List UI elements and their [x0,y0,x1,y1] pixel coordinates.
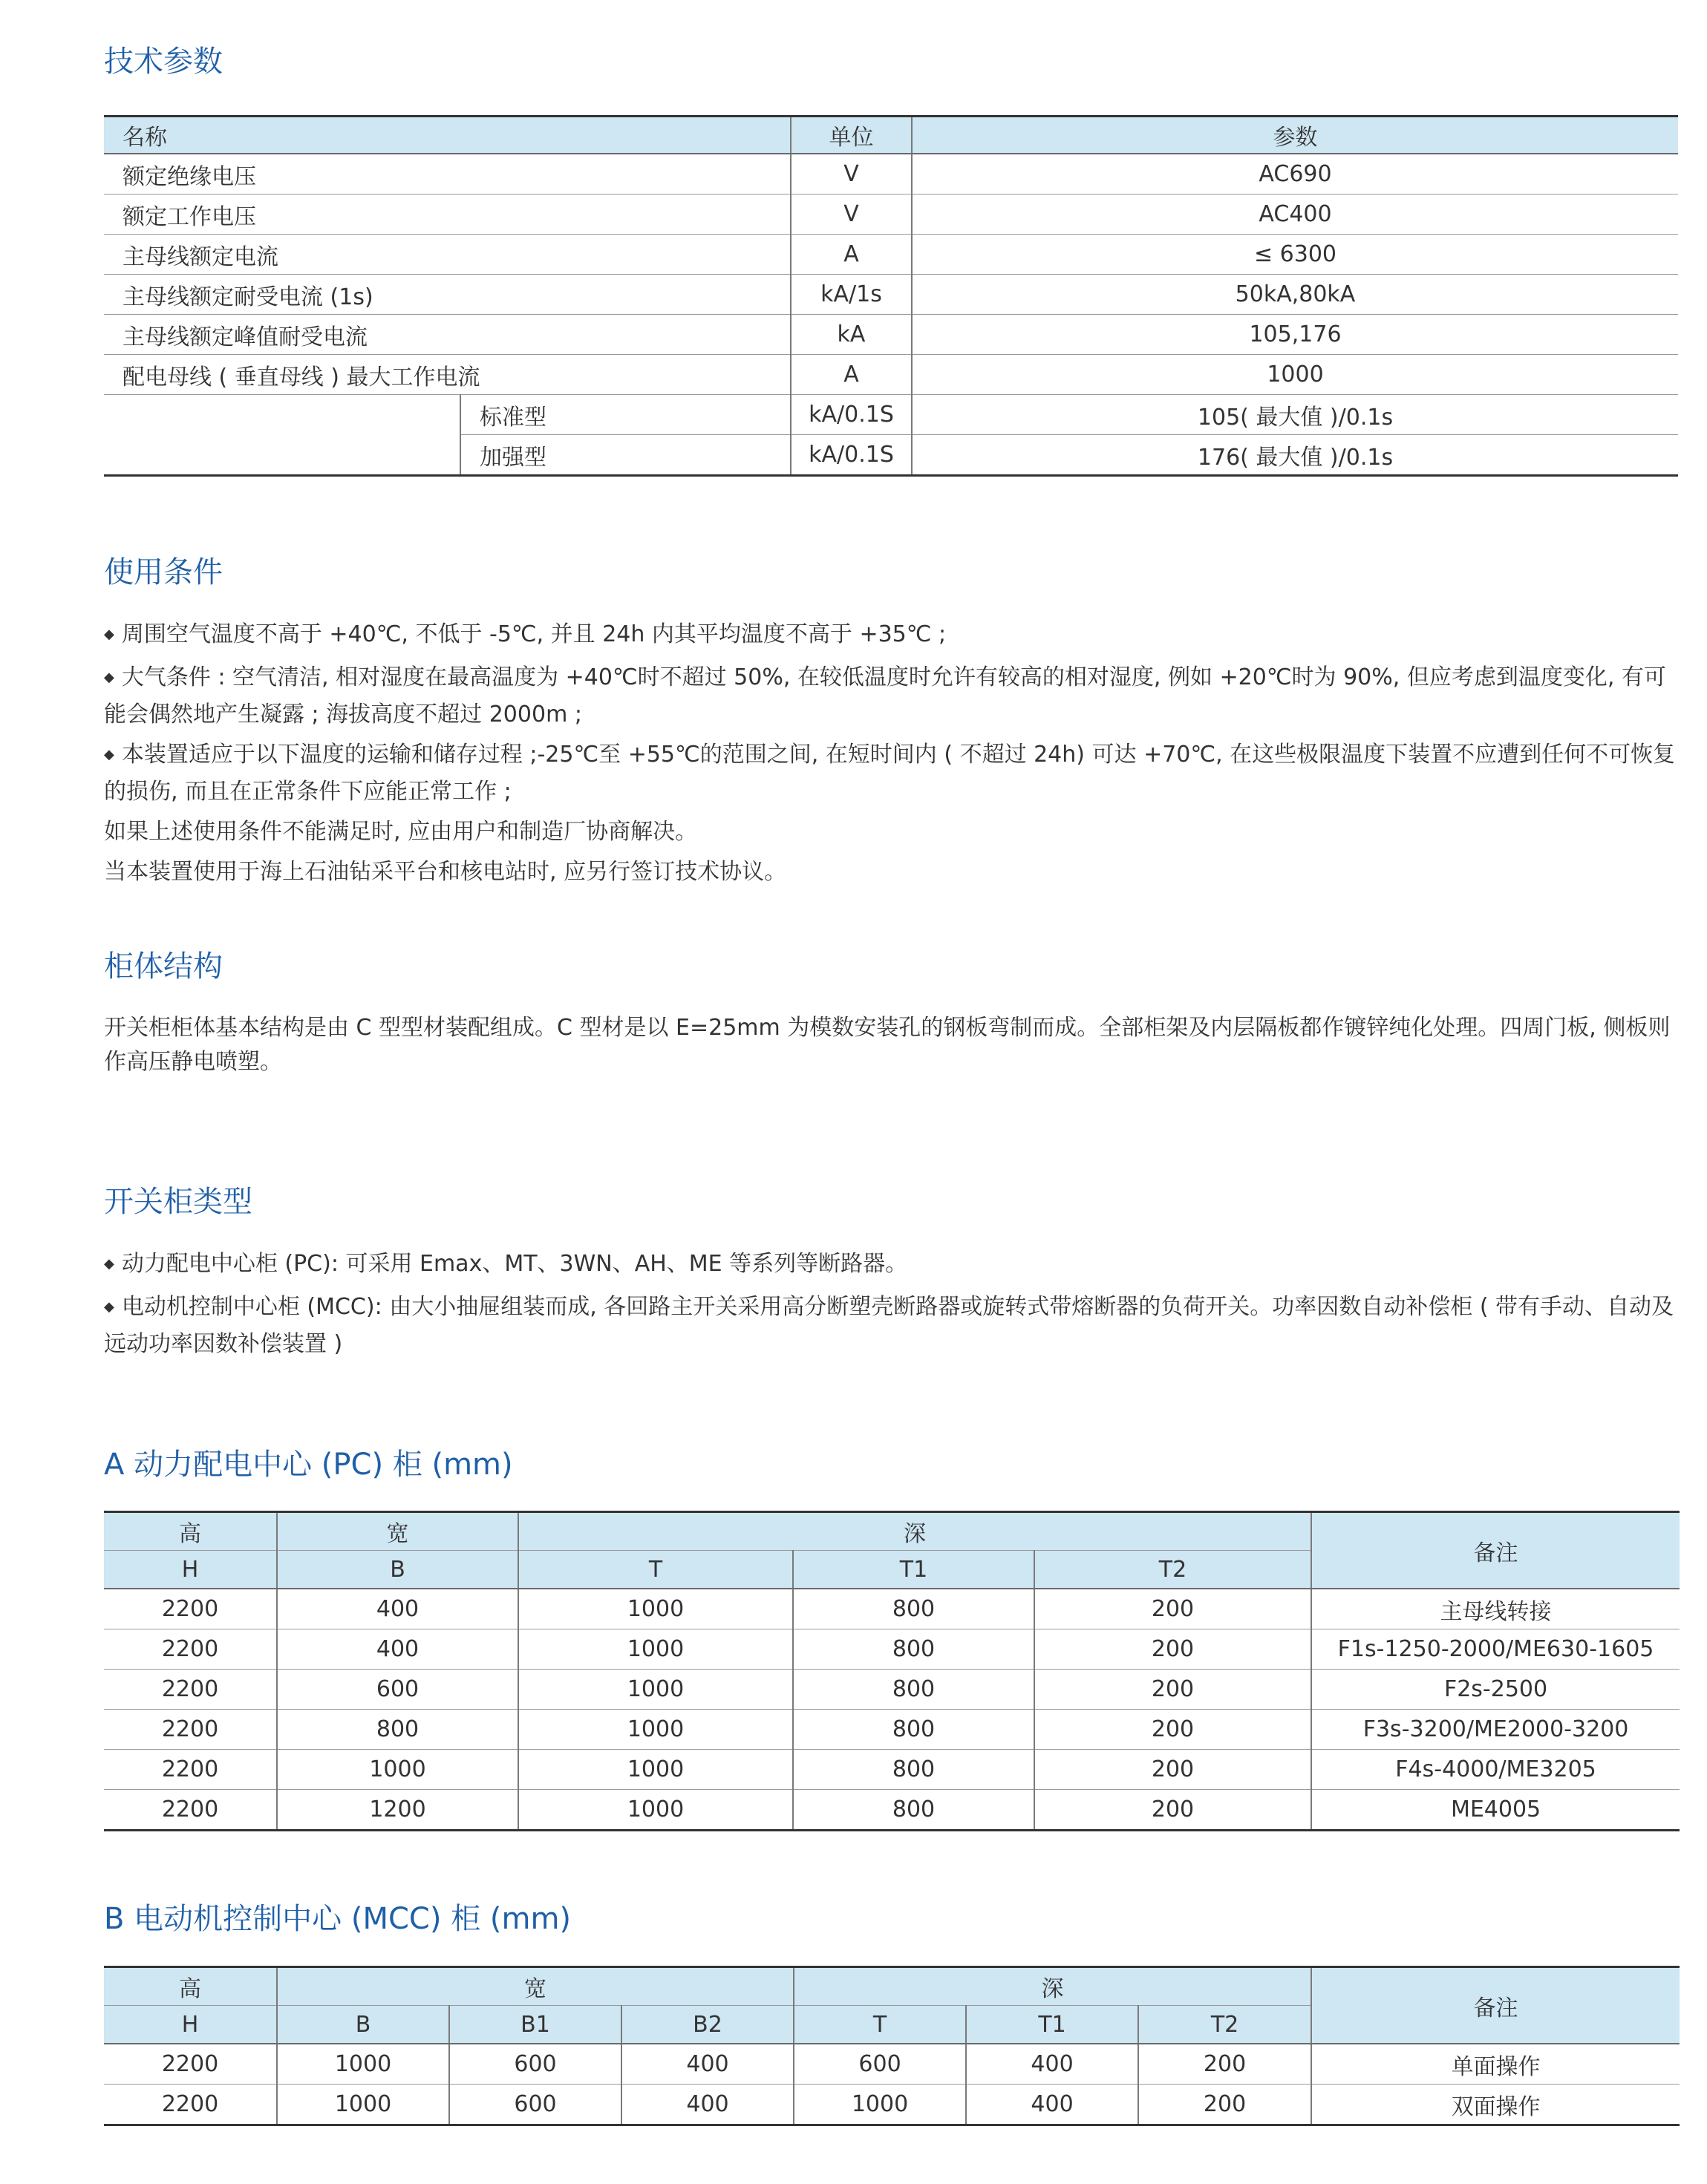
table-cell: 2200 [104,1670,277,1710]
list-item: ◆ 周围空气温度不高于 +40℃, 不低于 -5℃, 并且 24h 内其平均温度不高于 +35℃ ; [104,618,1682,655]
table-cell: 单面操作 [1311,2044,1680,2085]
param-subname: 加强型 [460,435,791,476]
param-unit: A [791,355,912,395]
param-value: 176( 最大值 )/0.1s [912,435,1678,476]
table-cell: F3s-3200/ME2000-3200 [1311,1710,1680,1750]
table-row [104,2085,1680,2125]
heading-structure: 柜体结构 [104,949,223,984]
header-note: 备注 [1311,1967,1680,2044]
table-cell: 1000 [277,1750,518,1790]
table-cell: 400 [277,1629,518,1670]
table-row [104,235,1678,275]
table-cell: 600 [794,2044,966,2085]
table-cell: 800 [277,1710,518,1750]
table-cell: 600 [277,1670,518,1710]
list-item: ◆ 动力配电中心柜 (PC): 可采用 Emax、MT、3WN、AH、ME 等系列等断路器。 [104,1247,1682,1284]
table-cell: 200 [1138,2044,1311,2085]
param-unit: kA/1s [791,275,912,315]
subheader-cell: B [277,1551,518,1589]
header-note: 备注 [1311,1512,1680,1589]
table-header-row [104,1512,1680,1551]
param-name: 主母线额定峰值耐受电流 [104,315,791,355]
table-cell: 1000 [518,1629,793,1670]
table-row [104,395,1678,435]
table-cell: 200 [1138,2085,1311,2125]
param-name: 主母线额定电流 [104,235,791,275]
table-cell: 800 [793,1589,1034,1629]
table-row [104,1589,1680,1629]
table-cell: 1000 [518,1589,793,1629]
header-width: 宽 [277,1512,518,1551]
table-row [104,315,1678,355]
param-name: 额定绝缘电压 [104,154,791,194]
subheader-cell: T [794,2006,966,2044]
table-cell: 2200 [104,1629,277,1670]
param-unit: kA/0.1S [791,435,912,476]
subheader-cell: T2 [1138,2006,1311,2044]
table-cell: 2200 [104,1750,277,1790]
table-row [104,1629,1680,1670]
table-row [104,1750,1680,1790]
param-unit: V [791,154,912,194]
param-name: 主母线额定耐受电流 (1s) [104,275,791,315]
table-cell: 1000 [518,1750,793,1790]
pc-dimensions-table [104,1511,1680,1831]
table-cell: 200 [1034,1589,1311,1629]
param-name: 额定工作电压 [104,194,791,235]
table-cell: 400 [621,2044,794,2085]
header-height: 高 [104,1512,277,1551]
subheader-cell: T [518,1551,793,1589]
table-cell: 1000 [518,1790,793,1831]
subheader-cell: B [277,2006,449,2044]
param-value: 105,176 [912,315,1678,355]
table-cell: 2200 [104,2085,277,2125]
table-cell: F2s-2500 [1311,1670,1680,1710]
param-value: AC400 [912,194,1678,235]
table-cell: 800 [793,1710,1034,1750]
mcc-dimensions-table [104,1966,1680,2126]
table-row [104,2044,1680,2085]
table-cell: 200 [1034,1790,1311,1831]
header-name: 名称 [104,117,791,154]
table-cell: 800 [793,1629,1034,1670]
table-row [104,1710,1680,1750]
table-row [104,1670,1680,1710]
table-cell: 2200 [104,1589,277,1629]
param-value: 50kA,80kA [912,275,1678,315]
param-value: 1000 [912,355,1678,395]
param-unit: A [791,235,912,275]
table-cell: 800 [793,1790,1034,1831]
subheader-cell: H [104,2006,277,2044]
table-cell: 400 [621,2085,794,2125]
param-value: AC690 [912,154,1678,194]
header-depth: 深 [794,1967,1311,2006]
table-cell: 600 [449,2044,621,2085]
table-cell: 主母线转接 [1311,1589,1680,1629]
param-value: ≤ 6300 [912,235,1678,275]
subheader-cell: H [104,1551,277,1589]
subheader-cell: T2 [1034,1551,1311,1589]
table-cell: 1000 [277,2044,449,2085]
param-value: 105( 最大值 )/0.1s [912,395,1678,435]
table-cell: 1000 [518,1670,793,1710]
list-item: ◆ 大气条件 : 空气清洁, 相对湿度在最高温度为 +40℃时不超过 50%, 在较低温度时允许有较高的相对湿度, 例如 +20℃时为 90%, 但应考虑到温度变化, 有可能会偶然地产生凝露 ; 海拔高度不超过 2000m ; [104,661,1682,732]
param-name: 配电母线 ( 垂直母线 ) 最大工作电流 [104,355,791,395]
table-cell: 800 [793,1750,1034,1790]
table-cell: 1000 [518,1710,793,1750]
table-cell: F4s-4000/ME3205 [1311,1750,1680,1790]
subheader-cell: B2 [621,2006,794,2044]
header-width: 宽 [277,1967,794,2006]
table-header-row [104,1967,1680,2006]
list-item: 如果上述使用条件不能满足时, 应由用户和制造厂协商解决。 [104,819,698,845]
heading-mcc-table: B 电动机控制中心 (MCC) 柜 (mm) [104,1902,572,1936]
table-cell: ME4005 [1311,1790,1680,1831]
subheader-cell: T1 [793,1551,1034,1589]
table-row [104,154,1678,194]
param-unit: kA/0.1S [791,395,912,435]
list-item: 当本装置使用于海上石油钻采平台和核电站时, 应另行签订技术协议。 [104,859,787,885]
blank-cell [104,395,460,476]
table-cell: 200 [1034,1670,1311,1710]
subheader-cell: B1 [449,2006,621,2044]
param-unit: V [791,194,912,235]
table-row [104,355,1678,395]
table-cell: 400 [966,2044,1138,2085]
table-row [104,275,1678,315]
table-cell: 200 [1034,1710,1311,1750]
table-cell: 1000 [794,2085,966,2125]
table-header-row [104,117,1678,154]
tech-params-table [104,115,1678,477]
list-item: ◆ 电动机控制中心柜 (MCC): 由大小抽屉组装而成, 各回路主开关采用高分断塑壳断路器或旋转式带熔断器的负荷开关。功率因数自动补偿柜 ( 带有手动、自动及远动功率因数补偿装置 ) [104,1290,1682,1361]
structure-text: 开关柜柜体基本结构是由 C 型型材装配组成。C 型材是以 E=25mm 为模数安装孔的钢板弯制而成。全部柜架及内层隔板都作镀锌纯化处理。四周门板, 侧板则作高压静电喷塑。 [104,1015,1671,1075]
heading-conditions: 使用条件 [104,555,223,589]
table-cell: 200 [1034,1629,1311,1670]
table-cell: 双面操作 [1311,2085,1680,2125]
conditions-list [104,618,1682,895]
heading-pc-table: A 动力配电中心 (PC) 柜 (mm) [104,1448,513,1482]
subheader-cell: T1 [966,2006,1138,2044]
table-cell: F1s-1250-2000/ME630-1605 [1311,1629,1680,1670]
types-list [104,1247,1682,1367]
table-cell: 1200 [277,1790,518,1831]
heading-tech-params: 技术参数 [104,45,223,79]
header-value: 参数 [912,117,1678,154]
table-cell: 200 [1034,1750,1311,1790]
header-depth: 深 [518,1512,1311,1551]
list-item: ◆ 本装置适应于以下温度的运输和储存过程 ;-25℃至 +55℃的范围之间, 在短时间内 ( 不超过 24h) 可达 +70℃, 在这些极限温度下装置不应遭到任何不可恢复的损伤, 而且在正常条件下应能正常工作 ; [104,738,1682,809]
table-cell: 1000 [277,2085,449,2125]
heading-types: 开关柜类型 [104,1185,252,1219]
param-subname: 标准型 [460,395,791,435]
table-row [104,1790,1680,1831]
table-row [104,194,1678,235]
table-cell: 600 [449,2085,621,2125]
table-cell: 400 [277,1589,518,1629]
header-unit: 单位 [791,117,912,154]
table-cell: 2200 [104,2044,277,2085]
table-cell: 800 [793,1670,1034,1710]
table-cell: 2200 [104,1710,277,1750]
header-height: 高 [104,1967,277,2006]
table-cell: 2200 [104,1790,277,1831]
table-cell: 400 [966,2085,1138,2125]
param-unit: kA [791,315,912,355]
